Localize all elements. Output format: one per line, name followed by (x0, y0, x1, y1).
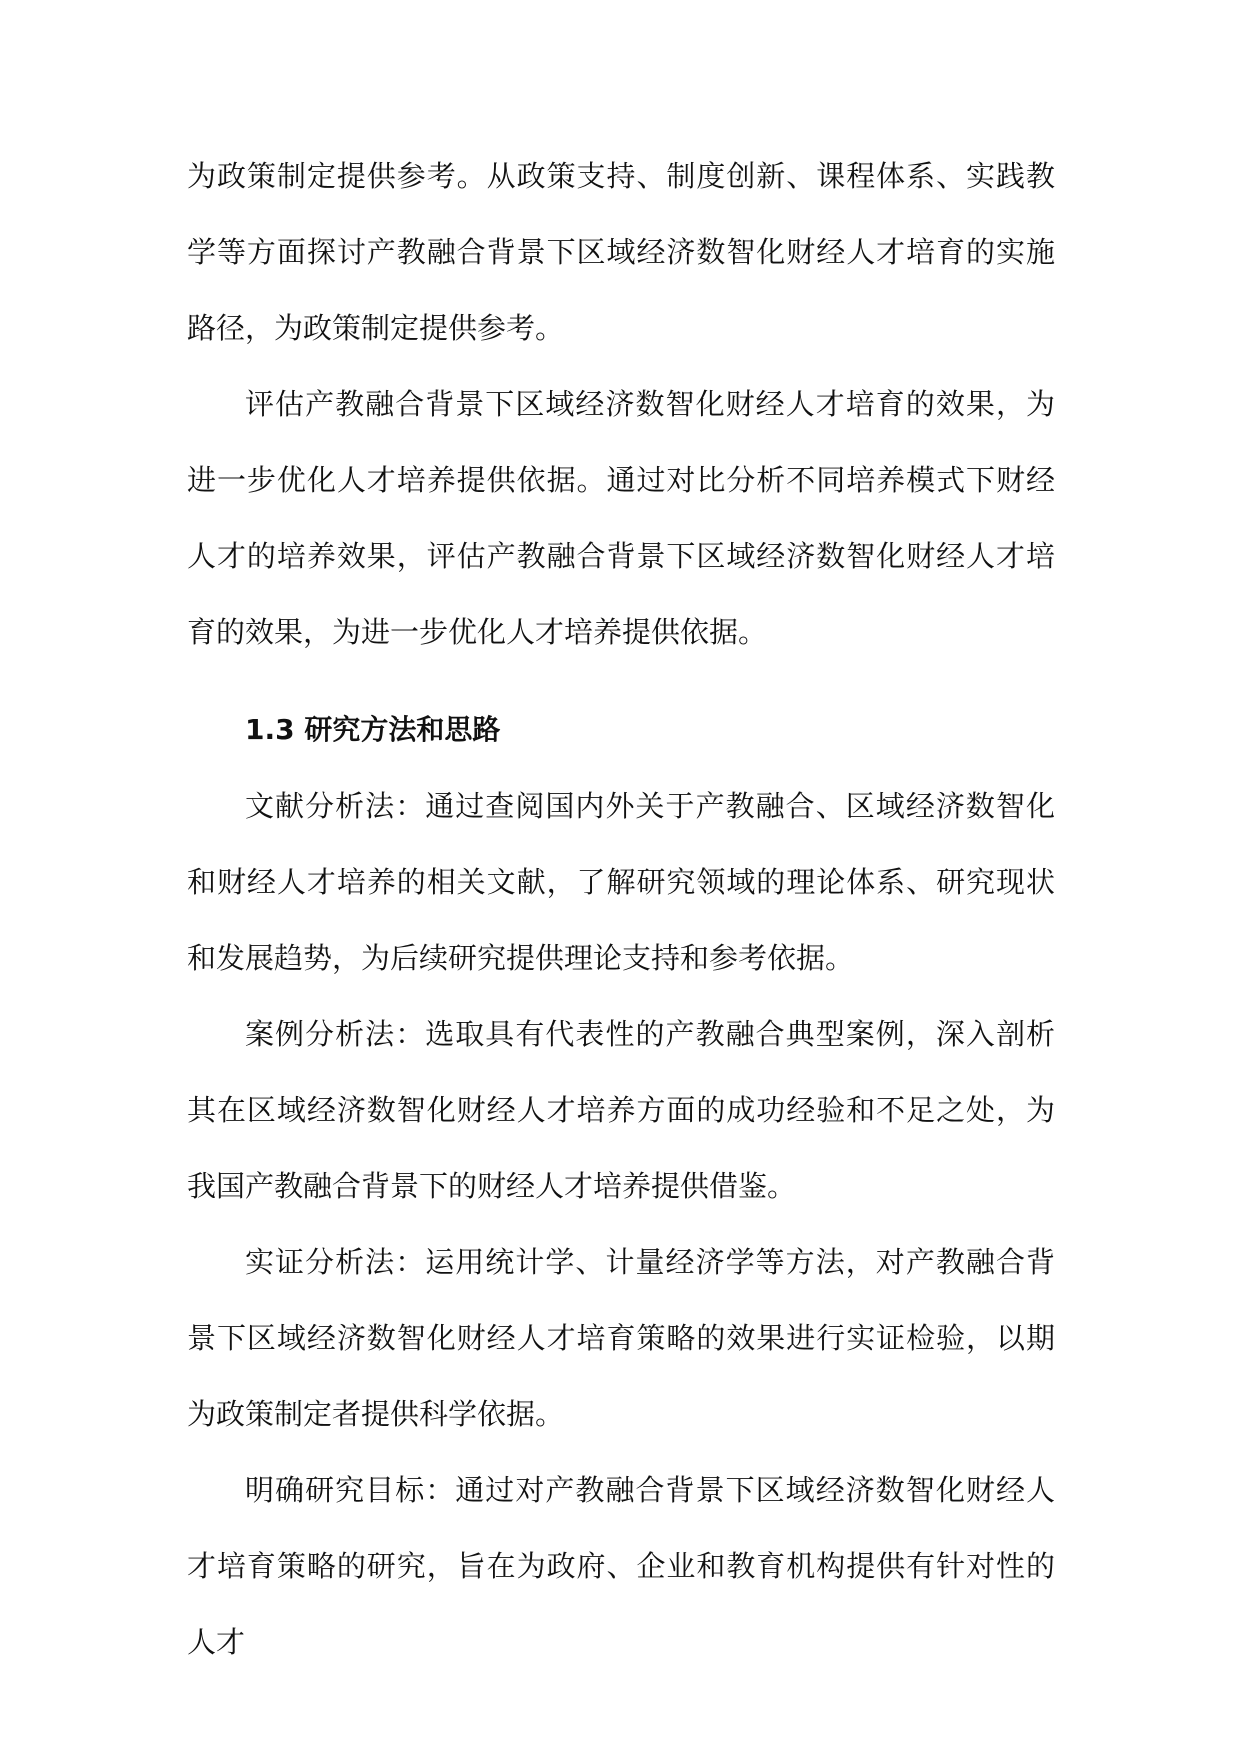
document-body (187, 138, 1055, 1680)
paragraph-effect-evaluation: 评估产教融合背景下区域经济数智化财经人才培育的效果，为进一步优化人才培养提供依据。通过对比分析不同培养模式下财经人才的培养效果，评估产教融合背景下区域经济数智化财经人才培育的效果，为进一步优化人才培养提供依据。 (187, 387, 1055, 649)
paragraph-research-goal: 明确研究目标：通过对产教融合背景下区域经济数智化财经人才培育策略的研究，旨在为政府、企业和教育机构提供有针对性的人才 (187, 1473, 1055, 1659)
paragraph-policy-path: 为政策制定提供参考。从政策支持、制度创新、课程体系、实践教学等方面探讨产教融合背景下区域经济数智化财经人才培育的实施路径，为政策制定提供参考。 (187, 159, 1055, 345)
paragraph-empirical-analysis: 实证分析法：运用统计学、计量经济学等方法，对产教融合背景下区域经济数智化财经人才培育策略的效果进行实证检验，以期为政策制定者提供科学依据。 (187, 1245, 1055, 1431)
paragraph-case-analysis: 案例分析法：选取具有代表性的产教融合典型案例，深入剖析其在区域经济数智化财经人才培养方面的成功经验和不足之处，为我国产教融合背景下的财经人才培养提供借鉴。 (187, 1017, 1055, 1203)
section-heading: 1.3 研究方法和思路 (245, 713, 501, 746)
paragraph-literature-analysis: 文献分析法：通过查阅国内外关于产教融合、区域经济数智化和财经人才培养的相关文献，了解研究领域的理论体系、研究现状和发展趋势，为后续研究提供理论支持和参考依据。 (187, 789, 1055, 975)
